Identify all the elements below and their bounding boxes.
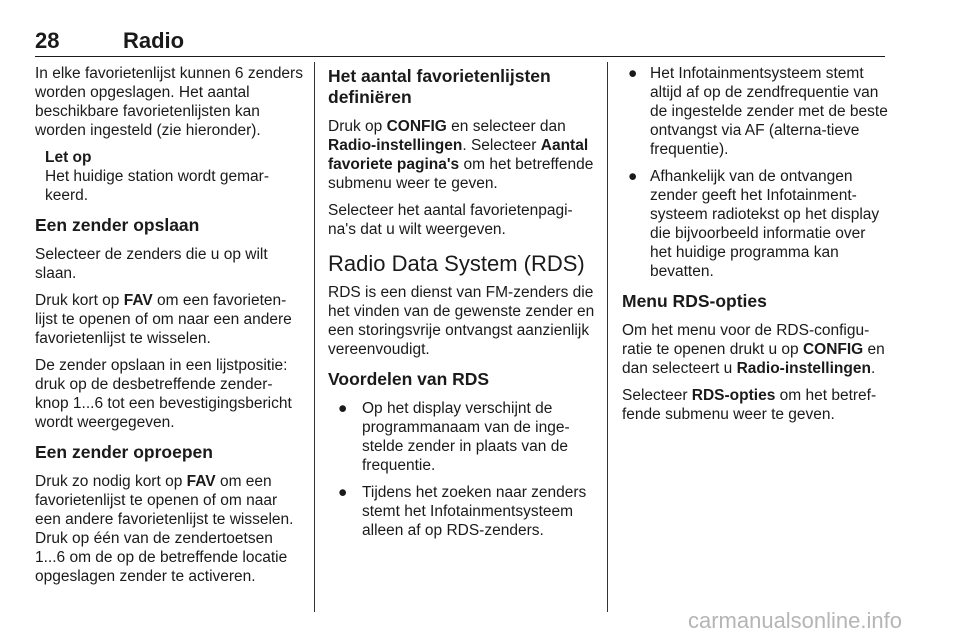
- page-number: 28: [35, 28, 60, 53]
- note-box: [45, 148, 303, 205]
- column-right: [622, 64, 890, 432]
- recall-paragraph: Druk zo nodig kort op FAV om een favorietenlijst te openen of om naar een andere favorietenlijst te wisselen. Druk op één van de zendertoetsen 1...6 om de op de betreffende locatie opgeslagen zender te activeren.: [35, 473, 294, 585]
- fav-key: FAV: [123, 292, 153, 309]
- heading-recall-station: Een zender oproepen: [35, 442, 213, 462]
- heading-favourite-count: Het aantal favorietenlijsten definiëren: [328, 66, 551, 107]
- note-title: Let op: [45, 149, 92, 166]
- count-paragraph-2: Selecteer het aantal favorietenpagi-na's dat u wilt weergeven.: [328, 202, 573, 238]
- fav-key: FAV: [186, 473, 216, 490]
- bullet-icon: ●: [338, 484, 348, 501]
- list-item: ● Het Infotainmentsysteem stemt altijd af op de zendfrequentie van de ingestelde zender met de beste ontvangst via AF (alterna-tieve frequentie).: [628, 65, 888, 158]
- store-paragraph-1: Selecteer de zenders die u op wilt slaan.: [35, 246, 268, 282]
- store-paragraph-3: De zender opslaan in een lijstpositie: druk op de desbetreffende zender-knop 1...6 tot een bevestigingsbericht wordt weergegeven.: [35, 357, 292, 431]
- bullet-icon: ●: [628, 168, 638, 185]
- column-middle: [328, 64, 596, 548]
- benefits-list: [328, 399, 596, 540]
- watermark: carmanualsonline.info: [687, 608, 902, 633]
- menu-paragraph-1: Om het menu voor de RDS-configu-ratie te openen drukt u op CONFIG en dan selecteert u Radio-instellingen.: [622, 322, 885, 377]
- column-divider: [314, 62, 315, 612]
- heading-rds-menu: Menu RDS-opties: [622, 291, 767, 311]
- note-text: Het huidige station wordt gemar-keerd.: [45, 168, 270, 204]
- page-title: Radio: [123, 28, 185, 53]
- heading-store-station: Een zender opslaan: [35, 215, 200, 235]
- rds-paragraph: RDS is een dienst van FM-zenders die het vinden van de gewenste zender en een storingsvrije ontvangst aanzienlijk vereenvoudigt.: [328, 284, 595, 358]
- store-paragraph-2: Druk kort op FAV om een favorieten-lijst te openen of om naar een andere favorietenlijst te wisselen.: [35, 292, 292, 347]
- list-item: ● Tijdens het zoeken naar zenders stemt het Infotainmentsysteem alleen af op RDS-zenders.: [338, 484, 587, 539]
- list-item: ● Afhankelijk van de ontvangen zender geeft het Infotainment-systeem radiotekst op het display die bijvoorbeeld informatie over het huidige programma kan bevatten.: [628, 168, 880, 280]
- benefits-list-continued: [622, 64, 890, 281]
- heading-rds: Radio Data System (RDS): [328, 251, 585, 276]
- column-divider: [607, 62, 608, 612]
- list-item: ● Op het display verschijnt de programmanaam van de inge-stelde zender in plaats van de frequentie.: [338, 400, 570, 474]
- count-paragraph-1: Druk op CONFIG en selecteer dan Radio-instellingen. Selecteer Aantal favoriete pagina's om het betreffende submenu weer te geven.: [328, 118, 594, 192]
- column-left: [35, 64, 303, 594]
- intro-paragraph: In elke favorietenlijst kunnen 6 zenders worden opgeslagen. Het aantal beschikbare favorietenlijsten kan worden ingesteld (zie hieronder).: [35, 65, 303, 139]
- page-header: [35, 28, 885, 57]
- bullet-icon: ●: [338, 400, 348, 417]
- menu-paragraph-2: Selecteer RDS-opties om het betref-fende submenu weer te geven.: [622, 387, 877, 423]
- heading-rds-benefits: Voordelen van RDS: [328, 369, 490, 389]
- bullet-icon: ●: [628, 65, 638, 82]
